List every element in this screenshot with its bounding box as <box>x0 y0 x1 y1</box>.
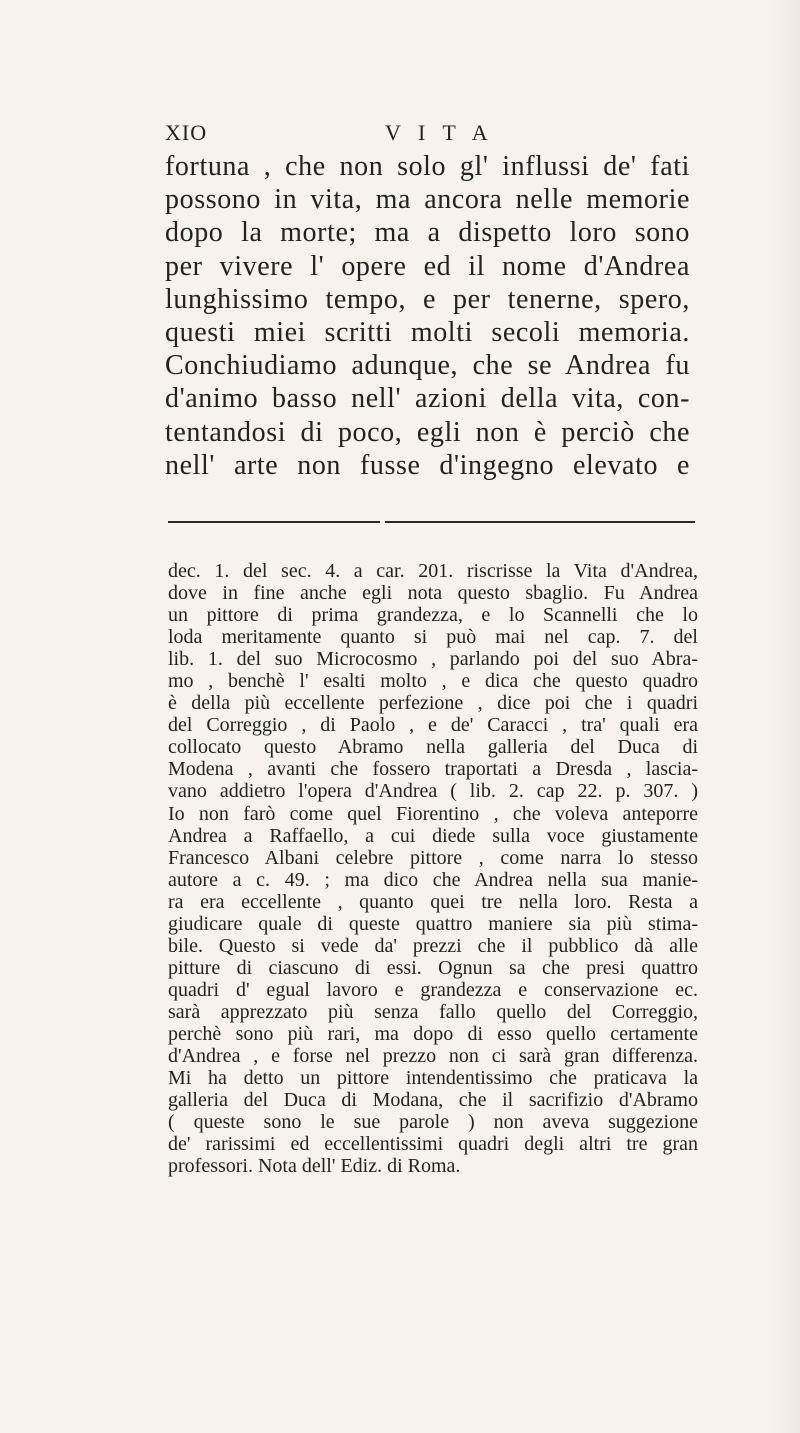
footnote-line: dec. 1. del sec. 4. a car. 201. riscrisse la Vita d'Andrea, <box>168 560 698 582</box>
footnote-line: vano addietro l'opera d'Andrea ( lib. 2. cap 22. p. 307. ) <box>168 780 698 803</box>
footnote-line: Mi ha detto un pittore intendentissimo che praticava la <box>168 1067 698 1090</box>
text-line: tentandosi di poco, egli non è perciò che <box>165 416 690 448</box>
running-title: V I T A <box>385 120 494 145</box>
footnote-line: del Correggio , di Paolo , e de' Caracci , tra' quali era <box>168 714 698 737</box>
text-line: d'animo basso nell' azioni della vita, con- <box>165 383 690 415</box>
footnote-line: Francesco Albani celebre pittore , come narra lo stesso <box>168 846 698 869</box>
footnote-line: un pittore di prima grandezza, e lo Scannelli che lo <box>168 604 698 627</box>
footnote-line: d'Andrea , e forse nel prezzo non ci sarà gran differenza. <box>168 1045 698 1068</box>
footnote-line: de' rarissimi ed eccellentissimi quadri degli altri tre gran <box>168 1133 698 1156</box>
text-line: nell' arte non fusse d'ingegno elevato e <box>165 449 690 481</box>
footnote-line: giudicare quale di queste quattro maniere sia più stima- <box>168 912 698 935</box>
text-line: per vivere l' opere ed il nome d'Andrea <box>165 250 690 282</box>
footnote-line: Andrea a Raffaello, a cui diede sulla voce giustamente <box>168 824 698 847</box>
footnote-line: loda meritamente quanto si può mai nel cap. 7. del <box>168 626 698 649</box>
footnote-line: galleria del Duca di Modana, che il sacrifizio d'Abramo <box>168 1089 698 1112</box>
text-line: possono in vita, ma ancora nelle memorie <box>165 184 690 216</box>
footnote-line: bile. Questo si vede da' prezzi che il pubblico dà alle <box>168 934 698 957</box>
page-edge-shadow <box>770 0 800 1433</box>
footnote-line: mo , benchè l' esalti molto , e dica che questo quadro <box>168 670 698 693</box>
text-line: Conchiudiamo adunque, che se Andrea fu <box>165 350 690 382</box>
footnote-line: dove in fine anche egli nota questo sbaglio. Fu Andrea <box>168 582 698 605</box>
footnote-line: Io non farò come quel Fiorentino , che voleva anteporre <box>168 802 698 825</box>
running-head <box>165 120 685 150</box>
footnote-line: pitture di ciascuno di essi. Ognun sa che presi quattro <box>168 956 698 979</box>
footnote-line: lib. 1. del suo Microcosmo , parlando poi del suo Abra- <box>168 648 698 671</box>
footnote-line: Modena , avanti che fossero traportati a Dresda , lascia- <box>168 758 698 781</box>
footnote-line: autore a c. 49. ; ma dico che Andrea nella sua manie- <box>168 868 698 891</box>
text-line: dopo la morte; ma a dispetto loro sono <box>165 217 690 249</box>
footnote-line: collocato questo Abramo nella galleria del Duca di <box>168 736 698 759</box>
footnote-line: professori. Nota dell' Ediz. di Roma. <box>168 1155 461 1178</box>
page-number: XIO <box>165 120 208 145</box>
text-line: questi miei scritti molti secoli memoria. <box>165 317 690 349</box>
footnote <box>168 560 698 1177</box>
main-text <box>165 150 690 482</box>
footnote-line: è della più eccellente perfezione , dice poi che i quadri <box>168 692 698 715</box>
footnote-line: quadri d' egual lavoro e grandezza e conservazione ec. <box>168 978 698 1001</box>
footnote-line: perchè sono più rari, ma dopo di esso quello certamente <box>168 1022 698 1045</box>
text-line: lunghissimo tempo, e per tenerne, spero, <box>165 283 690 315</box>
footnote-line: ra era eccellente , quanto quei tre nella loro. Resta a <box>168 890 698 913</box>
footnote-divider-left <box>168 521 380 523</box>
footnote-divider-right <box>385 521 695 523</box>
footnote-line: sarà apprezzato più senza fallo quello del Correggio, <box>168 1000 698 1023</box>
text-line: fortuna , che non solo gl' influssi de' fati <box>165 151 690 182</box>
footnote-line: ( queste sono le sue parole ) non aveva suggezione <box>168 1111 698 1134</box>
